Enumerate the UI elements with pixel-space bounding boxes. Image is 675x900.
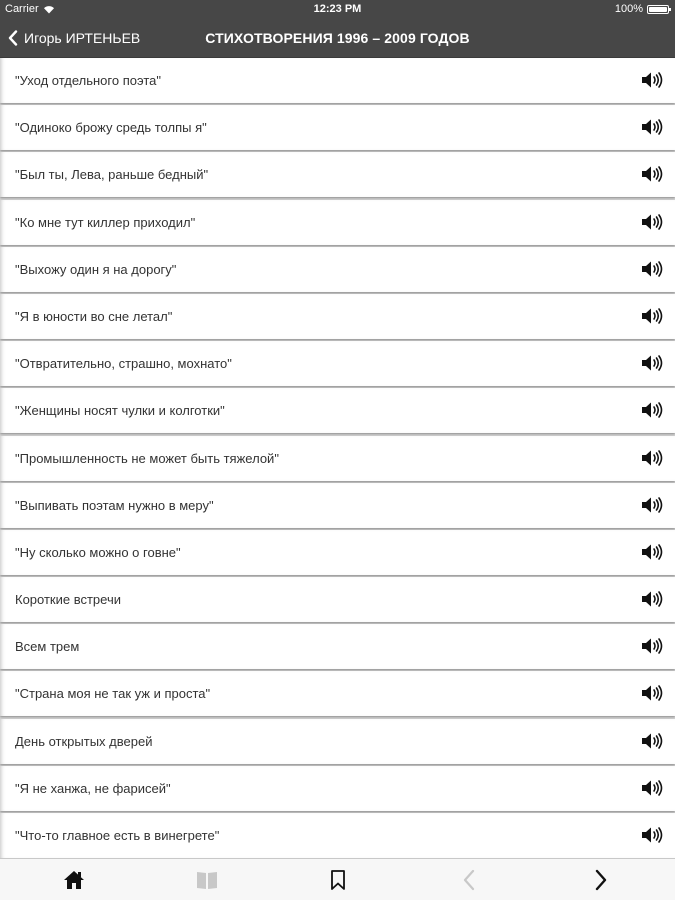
speaker-icon[interactable] (641, 543, 663, 561)
list-item[interactable] (0, 671, 675, 716)
poem-title: Короткие встречи (15, 592, 121, 608)
list-item[interactable] (0, 152, 675, 197)
speaker-icon[interactable] (641, 307, 663, 325)
list-item[interactable] (0, 58, 675, 103)
speaker-icon[interactable] (641, 779, 663, 797)
list-item[interactable] (0, 624, 675, 669)
poem-title: Всем трем (15, 639, 80, 655)
chevron-right-icon (594, 869, 608, 891)
speaker-icon[interactable] (641, 165, 663, 183)
poem-title: "Промышленность не может быть тяжелой" (15, 450, 279, 466)
speaker-icon[interactable] (641, 684, 663, 702)
battery-percent: 100% (614, 3, 643, 15)
status-time: 12:23 PM (313, 3, 362, 15)
speaker-icon[interactable] (641, 637, 663, 655)
battery-fill (649, 7, 667, 12)
list-item[interactable] (0, 436, 675, 481)
speaker-icon[interactable] (641, 496, 663, 514)
speaker-icon[interactable] (641, 826, 663, 844)
speaker-icon[interactable] (641, 213, 663, 231)
navigation-bar (0, 20, 675, 58)
speaker-icon[interactable] (641, 590, 663, 608)
chevron-left-icon (8, 30, 18, 46)
list-item[interactable] (0, 388, 675, 433)
list-item[interactable] (0, 247, 675, 292)
poem-title: "Выпивать поэтам нужно в меру" (15, 497, 214, 513)
poem-title: "Женщины носят чулки и колготки" (15, 403, 225, 419)
speaker-icon[interactable] (641, 354, 663, 372)
list-item[interactable] (0, 341, 675, 386)
battery-icon (647, 5, 669, 14)
list-item[interactable] (0, 719, 675, 764)
bookmark-icon (329, 869, 347, 891)
back-button-label: Игорь ИРТЕНЬЕВ (24, 30, 141, 46)
list-item[interactable] (0, 577, 675, 622)
home-button[interactable] (60, 867, 88, 893)
speaker-icon[interactable] (641, 260, 663, 278)
poem-title: "Был ты, Лева, раньше бедный" (15, 167, 209, 183)
poem-title: "Одиноко брожу средь толпы я" (15, 120, 207, 136)
previous-button[interactable] (455, 867, 483, 893)
carrier-label: Carrier (5, 3, 39, 15)
list-item[interactable] (0, 530, 675, 575)
speaker-icon[interactable] (641, 449, 663, 467)
poem-list (0, 58, 675, 858)
chevron-left-icon (462, 869, 476, 891)
home-icon (63, 870, 85, 890)
poem-title: "Ко мне тут киллер приходил" (15, 214, 196, 230)
list-item[interactable] (0, 294, 675, 339)
bookmark-button[interactable] (324, 867, 352, 893)
list-item[interactable] (0, 483, 675, 528)
list-item[interactable] (0, 813, 675, 858)
list-item[interactable] (0, 766, 675, 811)
speaker-icon[interactable] (641, 732, 663, 750)
speaker-icon[interactable] (641, 401, 663, 419)
bottom-toolbar (0, 858, 675, 900)
poem-title: "Что-то главное есть в винегрете" (15, 828, 220, 843)
poem-title: "Отвратительно, страшно, мохнато" (15, 356, 232, 372)
list-item[interactable] (0, 105, 675, 150)
poem-title: День открытых дверей (15, 733, 153, 749)
page-title: СТИХОТВОРЕНИЯ 1996 – 2009 ГОДОВ (205, 30, 470, 46)
poem-title: "Страна моя не так уж и проста" (15, 686, 211, 702)
back-button[interactable] (8, 27, 140, 49)
poem-title: "Ну сколько можно о говне" (15, 544, 181, 560)
poem-title: "Я не ханжа, не фарисей" (15, 780, 171, 796)
status-right (615, 3, 669, 15)
status-bar (0, 0, 675, 20)
speaker-icon[interactable] (641, 71, 663, 89)
poem-title: "Выхожу один я на дорогу" (15, 261, 177, 277)
poem-title: "Уход отдельного поэта" (15, 73, 161, 88)
poem-title: "Я в юности во сне летал" (15, 308, 173, 324)
book-icon (195, 870, 219, 890)
book-button[interactable] (193, 867, 221, 893)
speaker-icon[interactable] (641, 118, 663, 136)
next-button[interactable] (587, 867, 615, 893)
list-item[interactable] (0, 200, 675, 245)
